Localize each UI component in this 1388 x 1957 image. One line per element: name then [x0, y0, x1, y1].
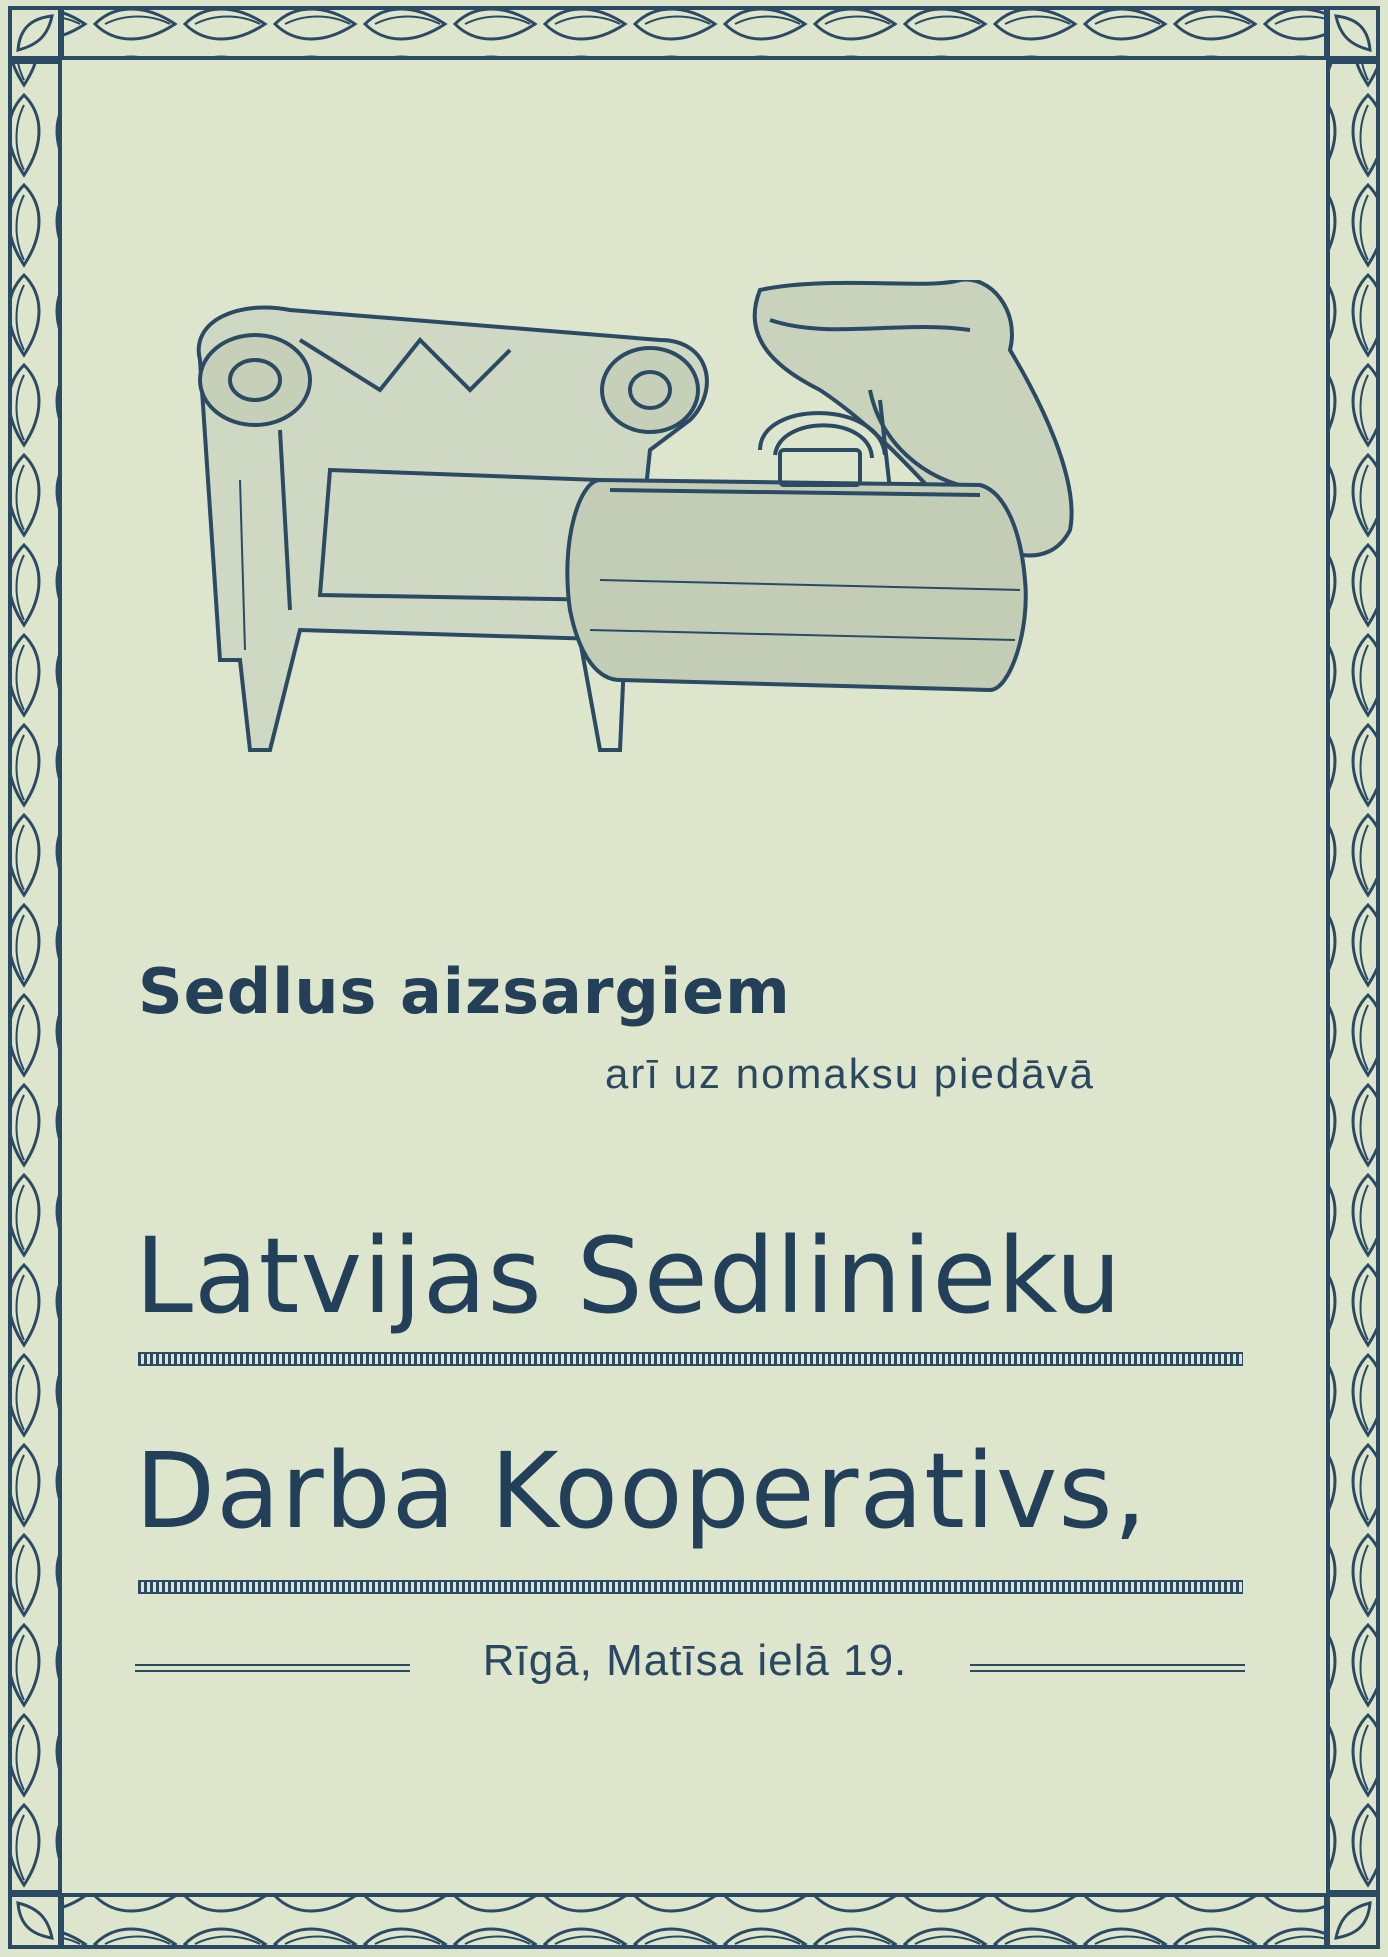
headline: Sedlus aizsargiem [138, 955, 791, 1028]
subline: arī uz nomaksu piedāvā [605, 1050, 1095, 1097]
company-name-line1: Latvijas Sedlinieku [135, 1215, 1123, 1337]
address-rule-left [135, 1664, 410, 1672]
address-rule-right [970, 1664, 1245, 1672]
product-illustration [180, 280, 1190, 770]
company-name-line2: Darba Kooperativs, [135, 1430, 1148, 1552]
address: Rīgā, Matīsa ielā 19. [482, 1636, 908, 1685]
address-row [135, 1636, 1245, 1696]
double-rule [138, 1352, 1243, 1366]
double-rule [138, 1580, 1243, 1594]
